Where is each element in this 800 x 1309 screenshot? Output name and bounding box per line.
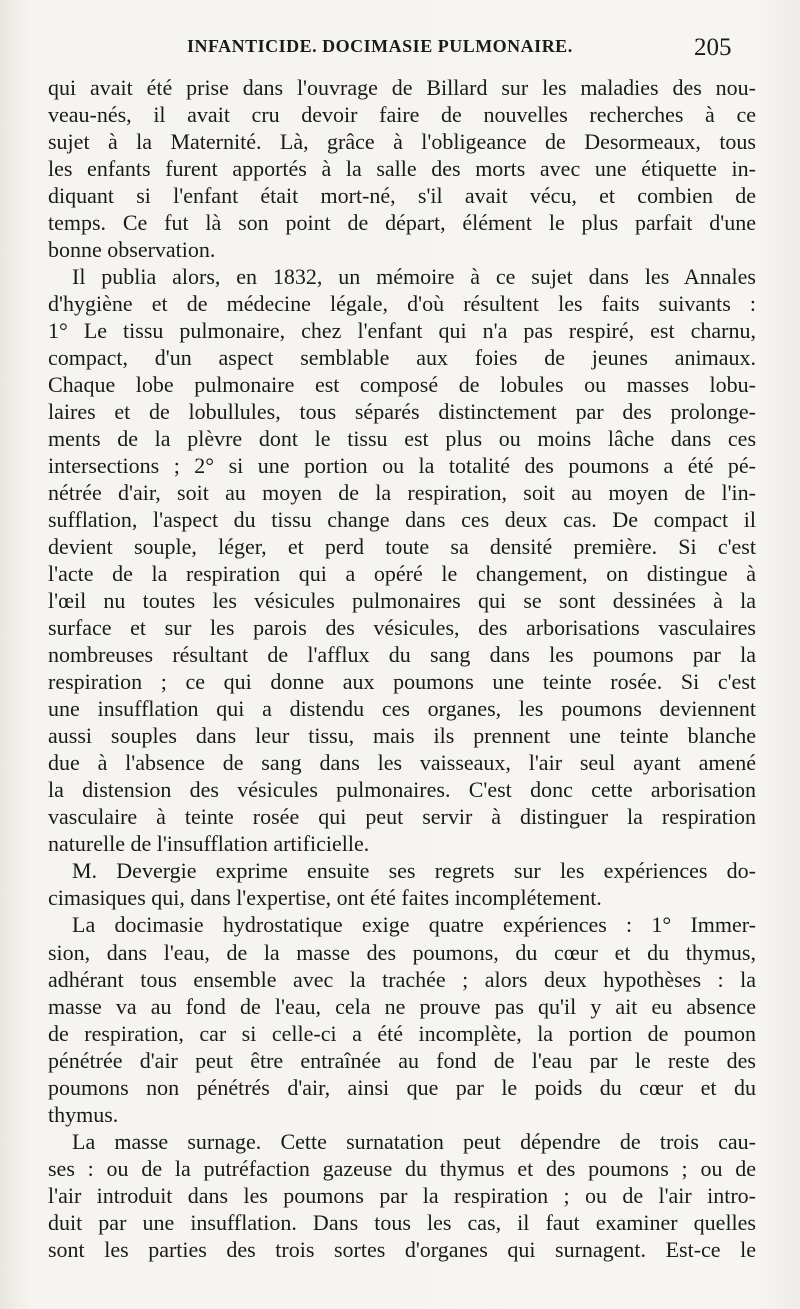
text-line: due à l'absence de sang dans les vaisseaux, l'air seul ayant amené: [48, 750, 756, 776]
text-line: compact, d'un aspect semblable aux foies de jeunes animaux.: [48, 345, 756, 371]
text-line: diquant si l'enfant était mort-né, s'il avait vécu, et combien de: [48, 183, 756, 209]
text-line: La masse surnage. Cette surnatation peut dépendre de trois cau-: [72, 1128, 756, 1154]
text-line: aussi souples dans leur tissu, mais ils prennent une teinte blanche: [48, 723, 756, 749]
text-line: sont les parties des trois sortes d'organes qui surnagent. Est-ce le: [48, 1236, 756, 1262]
text-line: ments de la plèvre dont le tissu est plus ou moins lâche dans ces: [48, 426, 756, 452]
text-line: duit par une insufflation. Dans tous les cas, il faut examiner quelles: [48, 1209, 756, 1235]
text-line: bonne observation.: [48, 237, 216, 263]
text-line: Il publia alors, en 1832, un mémoire à ce sujet dans les Annales: [72, 264, 756, 290]
text-line: sufflation, l'aspect du tissu change dans ces deux cas. De compact il: [48, 507, 756, 533]
text-line: thymus.: [48, 1101, 119, 1127]
text-line: temps. Ce fut là son point de départ, élément le plus parfait d'une: [48, 210, 756, 236]
text-line: pénétrée d'air peut être entraînée au fond de l'eau par le reste des: [48, 1047, 756, 1073]
text-line: d'hygiène et de médecine légale, d'où résultent les faits suivants :: [48, 291, 756, 317]
text-line: nétrée d'air, soit au moyen de la respiration, soit au moyen de l'in-: [48, 480, 756, 506]
text-line: respiration ; ce qui donne aux poumons une teinte rosée. Si c'est: [48, 669, 756, 695]
body-text: [48, 74, 756, 1263]
text-line: La docimasie hydrostatique exige quatre expériences : 1° Immer-: [72, 912, 756, 938]
text-line: surface et sur les parois des vésicules, des arborisations vasculaires: [48, 615, 756, 641]
text-line: naturelle de l'insufflation artificielle.: [48, 831, 370, 857]
text-line: sujet à la Maternité. Là, grâce à l'obligeance de Desormeaux, tous: [48, 129, 756, 155]
text-line: qui avait été prise dans l'ouvrage de Billard sur les maladies des nou-: [48, 75, 756, 100]
text-line: adhérant tous ensemble avec la trachée ; alors deux hypothèses : la: [48, 966, 756, 992]
text-line: poumons non pénétrés d'air, ainsi que par le poids du cœur et du: [48, 1074, 756, 1100]
text-line: vasculaire à teinte rosée qui peut servir à distinguer la respiration: [48, 804, 756, 830]
page-header: [0, 34, 800, 66]
text-line: masse va au fond de l'eau, cela ne prouve pas qu'il y ait eu absence: [48, 993, 756, 1019]
text-line: l'œil nu toutes les vésicules pulmonaires qui se sont dessinées à la: [48, 588, 756, 614]
text-line: veau-nés, il avait cru devoir faire de nouvelles recherches à ce: [48, 102, 756, 128]
text-line: M. Devergie exprime ensuite ses regrets sur les expériences do-: [72, 858, 756, 884]
text-line: intersections ; 2° si une portion ou la totalité des poumons a été pé-: [48, 453, 756, 479]
text-line: une insufflation qui a distendu ces organes, les poumons deviennent: [48, 696, 756, 722]
running-title: INFANTICIDE. DOCIMASIE PULMONAIRE.: [187, 36, 573, 56]
text-line: devient souple, léger, et perd toute sa densité première. Si c'est: [48, 534, 756, 560]
text-line: cimasiques qui, dans l'expertise, ont été faites incomplétement.: [48, 885, 602, 911]
text-line: 1° Le tissu pulmonaire, chez l'enfant qui n'a pas respiré, est charnu,: [48, 318, 756, 344]
text-line: laires et de lobullules, tous séparés distinctement par des prolonge-: [48, 399, 756, 425]
text-line: les enfants furent apportés à la salle des morts avec une étiquette in-: [48, 156, 756, 182]
text-line: sion, dans l'eau, de la masse des poumons, du cœur et du thymus,: [48, 939, 756, 965]
text-line: la distension des vésicules pulmonaires. C'est donc cette arborisation: [48, 777, 756, 803]
text-line: l'air introduit dans les poumons par la respiration ; ou de l'air intro-: [48, 1182, 756, 1208]
text-line: l'acte de la respiration qui a opéré le changement, on distingue à: [48, 561, 756, 587]
page-number: 205: [694, 34, 732, 61]
text-line: Chaque lobe pulmonaire est composé de lobules ou masses lobu-: [48, 372, 756, 398]
text-line: ses : ou de la putréfaction gazeuse du thymus et des poumons ; ou de: [48, 1155, 756, 1181]
text-line: nombreuses résultant de l'afflux du sang dans les poumons par la: [48, 642, 756, 668]
text-line: de respiration, car si celle-ci a été incomplète, la portion de poumon: [48, 1020, 756, 1046]
